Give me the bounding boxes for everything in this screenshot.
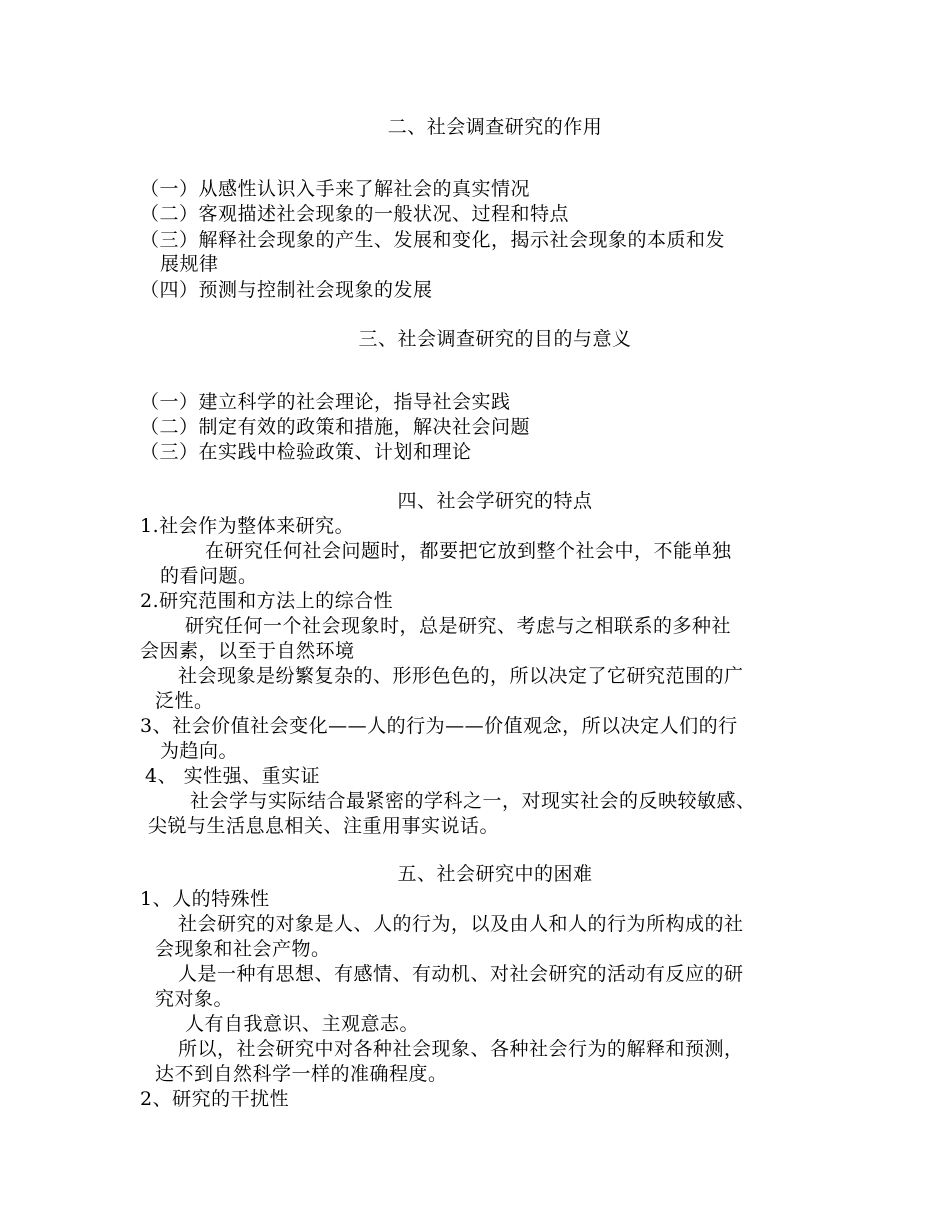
- paragraph-line: 在研究任何社会问题时，都要把它放到整个社会中，不能单独: [205, 540, 732, 562]
- paragraph-line: 会现象和社会产物。: [155, 938, 331, 960]
- point-title: 3、社会价值社会变化——人的行为——价值观念，所以决定人们的行: [140, 715, 738, 737]
- section-heading-4: 四、社会学研究的特点: [397, 490, 593, 512]
- list-item-continuation: 展规律: [160, 253, 219, 275]
- point-title: 4、 实性强、重实证: [145, 765, 321, 787]
- list-item: （二）制定有效的政策和措施，解决社会问题: [140, 416, 531, 438]
- paragraph-line: 研究任何一个社会现象时，总是研究、考虑与之相联系的多种社: [185, 615, 732, 637]
- list-item: （四）预测与控制社会现象的发展: [140, 279, 433, 301]
- paragraph-line: 尖锐与生活息息相关、注重用事实说话。: [148, 815, 500, 837]
- paragraph-line: 会因素，以至于自然环境: [140, 640, 355, 662]
- paragraph-line: 社会研究的对象是人、人的行为，以及由人和人的行为所构成的社: [178, 913, 744, 935]
- point-title: 1、人的特殊性: [140, 888, 270, 910]
- point-title: 2.研究范围和方法上的综合性: [140, 590, 394, 612]
- paragraph-line: 的看问题。: [160, 565, 258, 587]
- paragraph-line: 社会学与实际结合最紧密的学科之一，对现实社会的反映较敏感、: [190, 790, 756, 812]
- point-title: 1.社会作为整体来研究。: [140, 515, 355, 537]
- paragraph-line: 达不到自然科学一样的准确程度。: [155, 1063, 448, 1085]
- section-heading-2: 二、社会调查研究的作用: [387, 116, 603, 138]
- paragraph-line: 究对象。: [155, 988, 234, 1010]
- list-item: （二）客观描述社会现象的一般状况、过程和特点: [140, 203, 570, 225]
- list-item: （一）建立科学的社会理论，指导社会实践: [140, 391, 511, 413]
- paragraph-line: 所以，社会研究中对各种社会现象、各种社会行为的解释和预测，: [178, 1038, 744, 1060]
- list-item: （一）从感性认识入手来了解社会的真实情况: [140, 178, 531, 200]
- paragraph-line: 为趋向。: [160, 740, 239, 762]
- section-heading-5: 五、社会研究中的困难: [397, 863, 593, 885]
- paragraph-line: 人是一种有思想、有感情、有动机、对社会研究的活动有反应的研: [178, 963, 744, 985]
- section-heading-3: 三、社会调查研究的目的与意义: [358, 328, 632, 350]
- paragraph-line: 社会现象是纷繁复杂的、形形色色的，所以决定了它研究范围的广: [178, 665, 744, 687]
- list-item: （三）解释社会现象的产生、发展和变化，揭示社会现象的本质和发: [140, 229, 726, 251]
- paragraph-line: 人有自我意识、主观意志。: [185, 1013, 420, 1035]
- list-item: （三）在实践中检验政策、计划和理论: [140, 441, 472, 463]
- point-title: 2、研究的干扰性: [140, 1088, 290, 1110]
- paragraph-line: 泛性。: [155, 690, 214, 712]
